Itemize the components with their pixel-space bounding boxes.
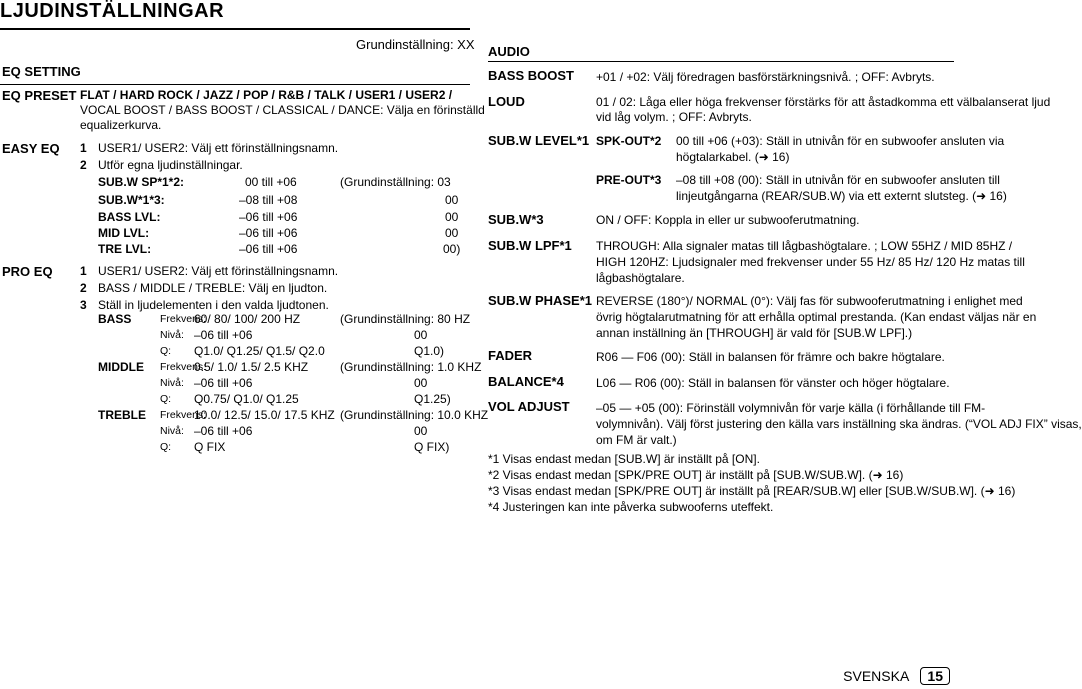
- band-q: Q1.0/ Q1.25/ Q1.5/ Q2.0: [194, 344, 325, 358]
- band-q-default: Q FIX): [414, 440, 450, 454]
- band-freq-default: (Grundinställning: 10.0 KHZ: [340, 408, 489, 422]
- easy-eq-step2: Utför egna ljudinställningar.: [98, 158, 243, 172]
- band-level-label: Nivå:: [160, 329, 184, 341]
- fader-text: R06 — F06 (00): Ställ in balansen för främre och bakre högtalare.: [596, 350, 945, 364]
- page-number: 15: [920, 667, 950, 685]
- band-name: MIDDLE: [98, 360, 144, 374]
- band-freq: 60/ 80/ 100/ 200 HZ: [194, 312, 301, 326]
- subw-phase-line1: REVERSE (180°)/ NORMAL (0°): Välj fas för subwooferutmatning i enlighet med: [596, 294, 1023, 308]
- footer-language: SVENSKA: [843, 668, 909, 684]
- pro-eq-step3: Ställ in ljudelementen i den valda ljudtonen.: [98, 298, 329, 312]
- fader-label: FADER: [488, 348, 533, 363]
- loud-label: LOUD: [488, 94, 525, 109]
- easy-eq-step1: USER1/ USER2: Välj ett förinställningsnamn.: [98, 141, 339, 155]
- band-freq-default: (Grundinställning: 80 HZ: [340, 312, 471, 326]
- band-level-label: Nivå:: [160, 377, 184, 389]
- band-q: Q FIX: [194, 440, 226, 454]
- band-name: BASS: [98, 312, 132, 326]
- easy-eq-label: EASY EQ: [2, 141, 60, 156]
- band-freq-label: Frekvens:: [160, 409, 207, 421]
- band-q-default: Q1.25): [414, 392, 451, 406]
- eq-preset-line2: VOCAL BOOST / BASS BOOST / CLASSICAL / DANCE: Välja en förinställd: [80, 103, 485, 117]
- band-level: –06 till +06: [194, 424, 253, 438]
- vol-adjust-line2: volymnivån). Välj först justering den källa vars inställning ska ändras. (“VOL ADJ FIX” visas,: [596, 417, 1082, 431]
- subw-phase-label: SUB.W PHASE*1: [488, 293, 593, 308]
- bass-boost-text: +01 / +02: Välj föredragen basförstärkningsnivå. ; OFF: Avbryts.: [596, 70, 935, 84]
- subw-lpf-line2: HIGH 120HZ: Ljudsignaler med frekvenser under 55 Hz/ 85 Hz/ 120 Hz matas till: [596, 255, 1025, 269]
- eq-preset-label: EQ PRESET: [2, 88, 77, 103]
- band-freq: 0.5/ 1.0/ 1.5/ 2.5 KHZ: [194, 360, 309, 374]
- band-level-default: 00: [414, 328, 428, 342]
- pro-eq-step1-num: 1: [80, 264, 87, 278]
- easy-eq-row-name: BASS LVL:: [98, 210, 161, 224]
- band-q-label: Q:: [160, 345, 172, 357]
- band-freq: 10.0/ 12.5/ 15.0/ 17.5 KHZ: [194, 408, 335, 422]
- loud-line2: vid låg volym. ; OFF: Avbryts.: [596, 110, 752, 124]
- spk-out-line1: 00 till +06 (+03): Ställ in utnivån för en subwoofer ansluten via: [676, 134, 1005, 148]
- easy-eq-row-range: –06 till +06: [239, 226, 298, 240]
- balance-label: BALANCE*4: [488, 374, 564, 389]
- subw-phase-line3: annan inställning än [THROUGH] är vald för [SUB.W LPF].): [596, 326, 913, 340]
- eq-preset-line3: equalizerkurva.: [80, 118, 162, 132]
- subw-text: ON / OFF: Koppla in eller ur subwooferutmatning.: [596, 213, 860, 227]
- vol-adjust-line1: –05 — +05 (00): Förinställ volymnivån för varje källa (i förhållande till FM-: [596, 401, 986, 415]
- band-level-label: Nivå:: [160, 425, 184, 437]
- easy-eq-row-name: SUB.W*1*3:: [98, 193, 165, 207]
- pre-out-line1: –08 till +08 (00): Ställ in utnivån för en subwoofer ansluten till: [676, 173, 1000, 187]
- pro-eq-step2: BASS / MIDDLE / TREBLE: Välj en ljudton.: [98, 281, 328, 295]
- vol-adjust-line3: om FM är valt.): [596, 433, 677, 447]
- band-level: –06 till +06: [194, 328, 253, 342]
- divider: [488, 61, 954, 62]
- pre-out-label: PRE-OUT*3: [596, 173, 662, 187]
- divider: [0, 84, 470, 85]
- footnote: *2 Visas endast medan [SPK/PRE OUT] är inställt på [SUB.W/SUB.W]. (➜ 16): [488, 468, 904, 482]
- easy-eq-row-range: 00 till +06: [245, 175, 297, 189]
- easy-eq-row-name: SUB.W SP*1*2:: [98, 175, 185, 189]
- easy-eq-row-range: –06 till +06: [239, 210, 298, 224]
- spk-out-line2: högtalarkabel. (➜ 16): [676, 150, 790, 164]
- band-level-default: 00: [414, 376, 428, 390]
- subw-lpf-line1: THROUGH: Alla signaler matas till lågbashögtalare. ; LOW 55HZ / MID 85HZ /: [596, 239, 1013, 253]
- subw-level-label: SUB.W LEVEL*1: [488, 133, 590, 148]
- eq-setting-heading: EQ SETTING: [2, 64, 81, 79]
- band-q-label: Q:: [160, 441, 172, 453]
- pro-eq-label: PRO EQ: [2, 264, 53, 279]
- vol-adjust-label: VOL ADJUST: [488, 399, 570, 414]
- band-level: –06 till +06: [194, 376, 253, 390]
- title-underline: [0, 28, 470, 30]
- easy-eq-row-range: –08 till +08: [239, 193, 298, 207]
- loud-line1: 01 / 02: Låga eller höga frekvenser förstärks för att åstadkomma ett välbalanserat ljud: [596, 95, 1051, 109]
- footnote: *4 Justeringen kan inte påverka subwooferns uteffekt.: [488, 500, 774, 514]
- band-name: TREBLE: [98, 408, 146, 422]
- page-footer: [843, 667, 950, 685]
- easy-eq-step1-num: 1: [80, 141, 87, 155]
- audio-heading: AUDIO: [488, 44, 530, 59]
- balance-text: L06 — R06 (00): Ställ in balansen för vänster och höger högtalare.: [596, 376, 950, 390]
- band-level-default: 00: [414, 424, 428, 438]
- easy-eq-step2-num: 2: [80, 158, 87, 172]
- easy-eq-row-name: TRE LVL:: [98, 242, 152, 256]
- subw-phase-line2: övrig högtalarutmatning för att erhålla optimal prestanda. (Kan endast väljas när en: [596, 310, 1037, 324]
- spk-out-label: SPK-OUT*2: [596, 134, 662, 148]
- band-q: Q0.75/ Q1.0/ Q1.25: [194, 392, 299, 406]
- page-title: LJUDINSTÄLLNINGAR: [0, 0, 225, 22]
- eq-preset-line1: FLAT / HARD ROCK / JAZZ / POP / R&B / TALK / USER1 / USER2 /: [80, 88, 453, 102]
- band-freq-label: Frekvens:: [160, 313, 207, 325]
- band-q-label: Q:: [160, 393, 172, 405]
- band-freq-label: Frekvens:: [160, 361, 207, 373]
- subw-lpf-line3: lågbashögtalare.: [596, 271, 685, 285]
- easy-eq-row-default: 00: [445, 193, 459, 207]
- easy-eq-row-range: –06 till +06: [239, 242, 298, 256]
- band-q-default: Q1.0): [414, 344, 445, 358]
- easy-eq-row-default: 00: [445, 226, 459, 240]
- subw-lpf-label: SUB.W LPF*1: [488, 238, 572, 253]
- subw-label: SUB.W*3: [488, 212, 544, 227]
- default-legend: Grundinställning: XX: [356, 37, 475, 52]
- easy-eq-row-default: 00): [443, 242, 461, 256]
- pre-out-line2: linjeutgångarna (REAR/SUB.W) via ett externt slutsteg. (➜ 16): [676, 189, 1007, 203]
- easy-eq-row-default: (Grundinställning: 03: [340, 175, 451, 189]
- footnote: *1 Visas endast medan [SUB.W] är inställt på [ON].: [488, 452, 760, 466]
- footnote: *3 Visas endast medan [SPK/PRE OUT] är inställt på [REAR/SUB.W] eller [SUB.W/SUB.W]. (➜ 16): [488, 484, 1016, 498]
- easy-eq-row-name: MID LVL:: [98, 226, 150, 240]
- pro-eq-step1: USER1/ USER2: Välj ett förinställningsnamn.: [98, 264, 339, 278]
- band-freq-default: (Grundinställning: 1.0 KHZ: [340, 360, 482, 374]
- pro-eq-step2-num: 2: [80, 281, 87, 295]
- bass-boost-label: BASS BOOST: [488, 68, 574, 83]
- easy-eq-row-default: 00: [445, 210, 459, 224]
- pro-eq-step3-num: 3: [80, 298, 87, 312]
